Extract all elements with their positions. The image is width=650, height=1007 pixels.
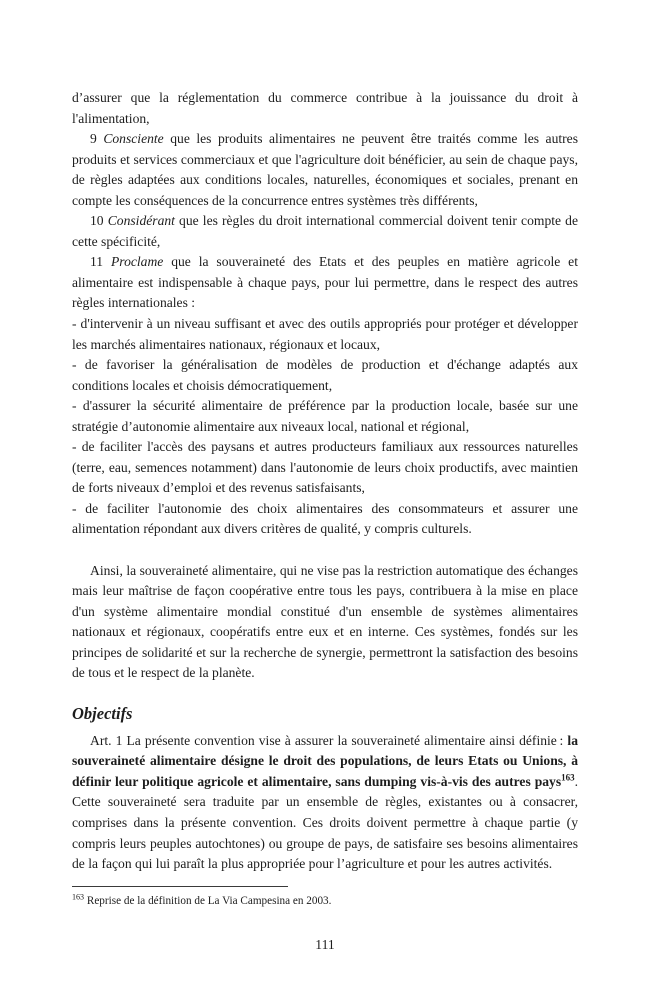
definition-bold-text: la souveraineté alimentaire désigne le droit des populations, de leurs Etats ou Unions, à définir leur politique agricole et alimentaire, sans dumping vis-à-vis des autres pays <box>72 732 578 789</box>
clause-paragraph-11 <box>72 252 578 314</box>
article-1-paragraph <box>72 731 578 875</box>
clause-keyword-considerant: Considérant <box>107 213 175 229</box>
clause-number-11: 11 <box>90 254 104 270</box>
footnote-body-text: Reprise de la définition de La Via Campesina en 2003. <box>84 895 332 907</box>
dash-list-item: - d'assurer la sécurité alimentaire de préférence par la production locale, basée sur une stratégie d’autonomie alimentaire aux niveaux local, national et régional, <box>72 398 578 434</box>
footnote-entry <box>72 894 578 909</box>
clause-keyword-consciente: Consciente <box>103 131 164 147</box>
dash-list-item: - de faciliter l'autonomie des choix alimentaires des consommateurs et assurer une alimentation répondant aux divers critères de qualité, y compris culturels. <box>72 500 578 537</box>
clause-number-9: 9 <box>90 131 97 147</box>
clause-body-9: que les produits alimentaires ne peuvent être traités comme les autres produits et services commerciaux et que l'agriculture doit bénéficier, au sein de chaque pays, de règles adaptées aux conditions locales, naturelles, économiques et sociales, prenant en compte les conséquences de la concurrence entres systèmes très différents, <box>72 131 578 208</box>
dash-list-item: - d'intervenir à un niveau suffisant et avec des outils appropriés pour protéger et développer les marchés alimentaires nationaux, régionaux et locaux, <box>72 316 578 352</box>
clause-keyword-proclame: Proclame <box>110 254 164 270</box>
page-content <box>72 88 578 875</box>
clause-body-11: que la souveraineté des Etats et des peuples en matière agricole et alimentaire est indispensable à chaque pays, pour lui permettre, dans le respect des autres règles internationales : <box>72 254 578 311</box>
footnote-area <box>72 886 578 909</box>
footnote-marker-163: 163 <box>72 892 85 902</box>
clause-space <box>103 254 111 269</box>
clause-paragraph-9 <box>72 129 578 211</box>
paragraph-spacer <box>72 540 578 561</box>
page-number: 111 <box>315 937 335 952</box>
section-heading-objectifs: Objectifs <box>72 703 133 723</box>
footnote-reference-163[interactable]: 163 <box>561 772 575 783</box>
clause-paragraph-10 <box>72 211 578 252</box>
article-intro-text: Art. 1 La présente convention vise à assurer la souveraineté alimentaire ainsi définie : <box>90 732 568 748</box>
summary-paragraph: Ainsi, la souveraineté alimentaire, qui ne vise pas la restriction automatique des échanges mais leur maîtrise de façon coopérative entre tous les pays, contribuera à la mise en place d'un système alimentaire mondial constitué d'un ensemble de systèmes alimentaires nationaux et régionaux, coopératifs entre eux et en interne. Ces systèmes, fondés sur les principes de solidarité et sur la recherche de synergie, permettront la satisfaction des besoins de tous et le respect de la planète. <box>72 562 578 681</box>
heading-spacer-above <box>72 684 578 703</box>
clause-number-10: 10 <box>90 213 104 229</box>
dash-list-item: - de faciliter l'accès des paysans et autres producteurs familiaux aux ressources naturelles (terre, eau, semences notamment) dans l'autonomie de leurs choix productifs, avec maintien de forts niveaux d’emploi et des revenus satisfaisants, <box>72 439 578 496</box>
dash-list-item: - de favoriser la généralisation de modèles de production et d'échange adaptés aux conditions locales et choisis démocratiquement, <box>72 357 578 393</box>
article-remainder-text: . Cette souveraineté sera traduite par un ensemble de règles, existantes ou à consacrer, comprises dans la présente convention. Ces droits doivent permettre à chaque partie (y compris leurs peuples autochtones) ou groupe de pays, de satisfaire ses besoins alimentaires de la façon qui lui paraît la plus appropriée pour l’agriculture et pour les autres activités. <box>72 773 578 872</box>
clause-body-10: que les règles du droit international commercial doivent tenir compte de cette spécificité, <box>72 213 578 249</box>
footnote-separator-rule <box>72 886 288 887</box>
paragraph-continuation: d’assurer que la réglementation du commerce contribue à la jouissance du droit à l'alimentation, <box>72 90 578 126</box>
